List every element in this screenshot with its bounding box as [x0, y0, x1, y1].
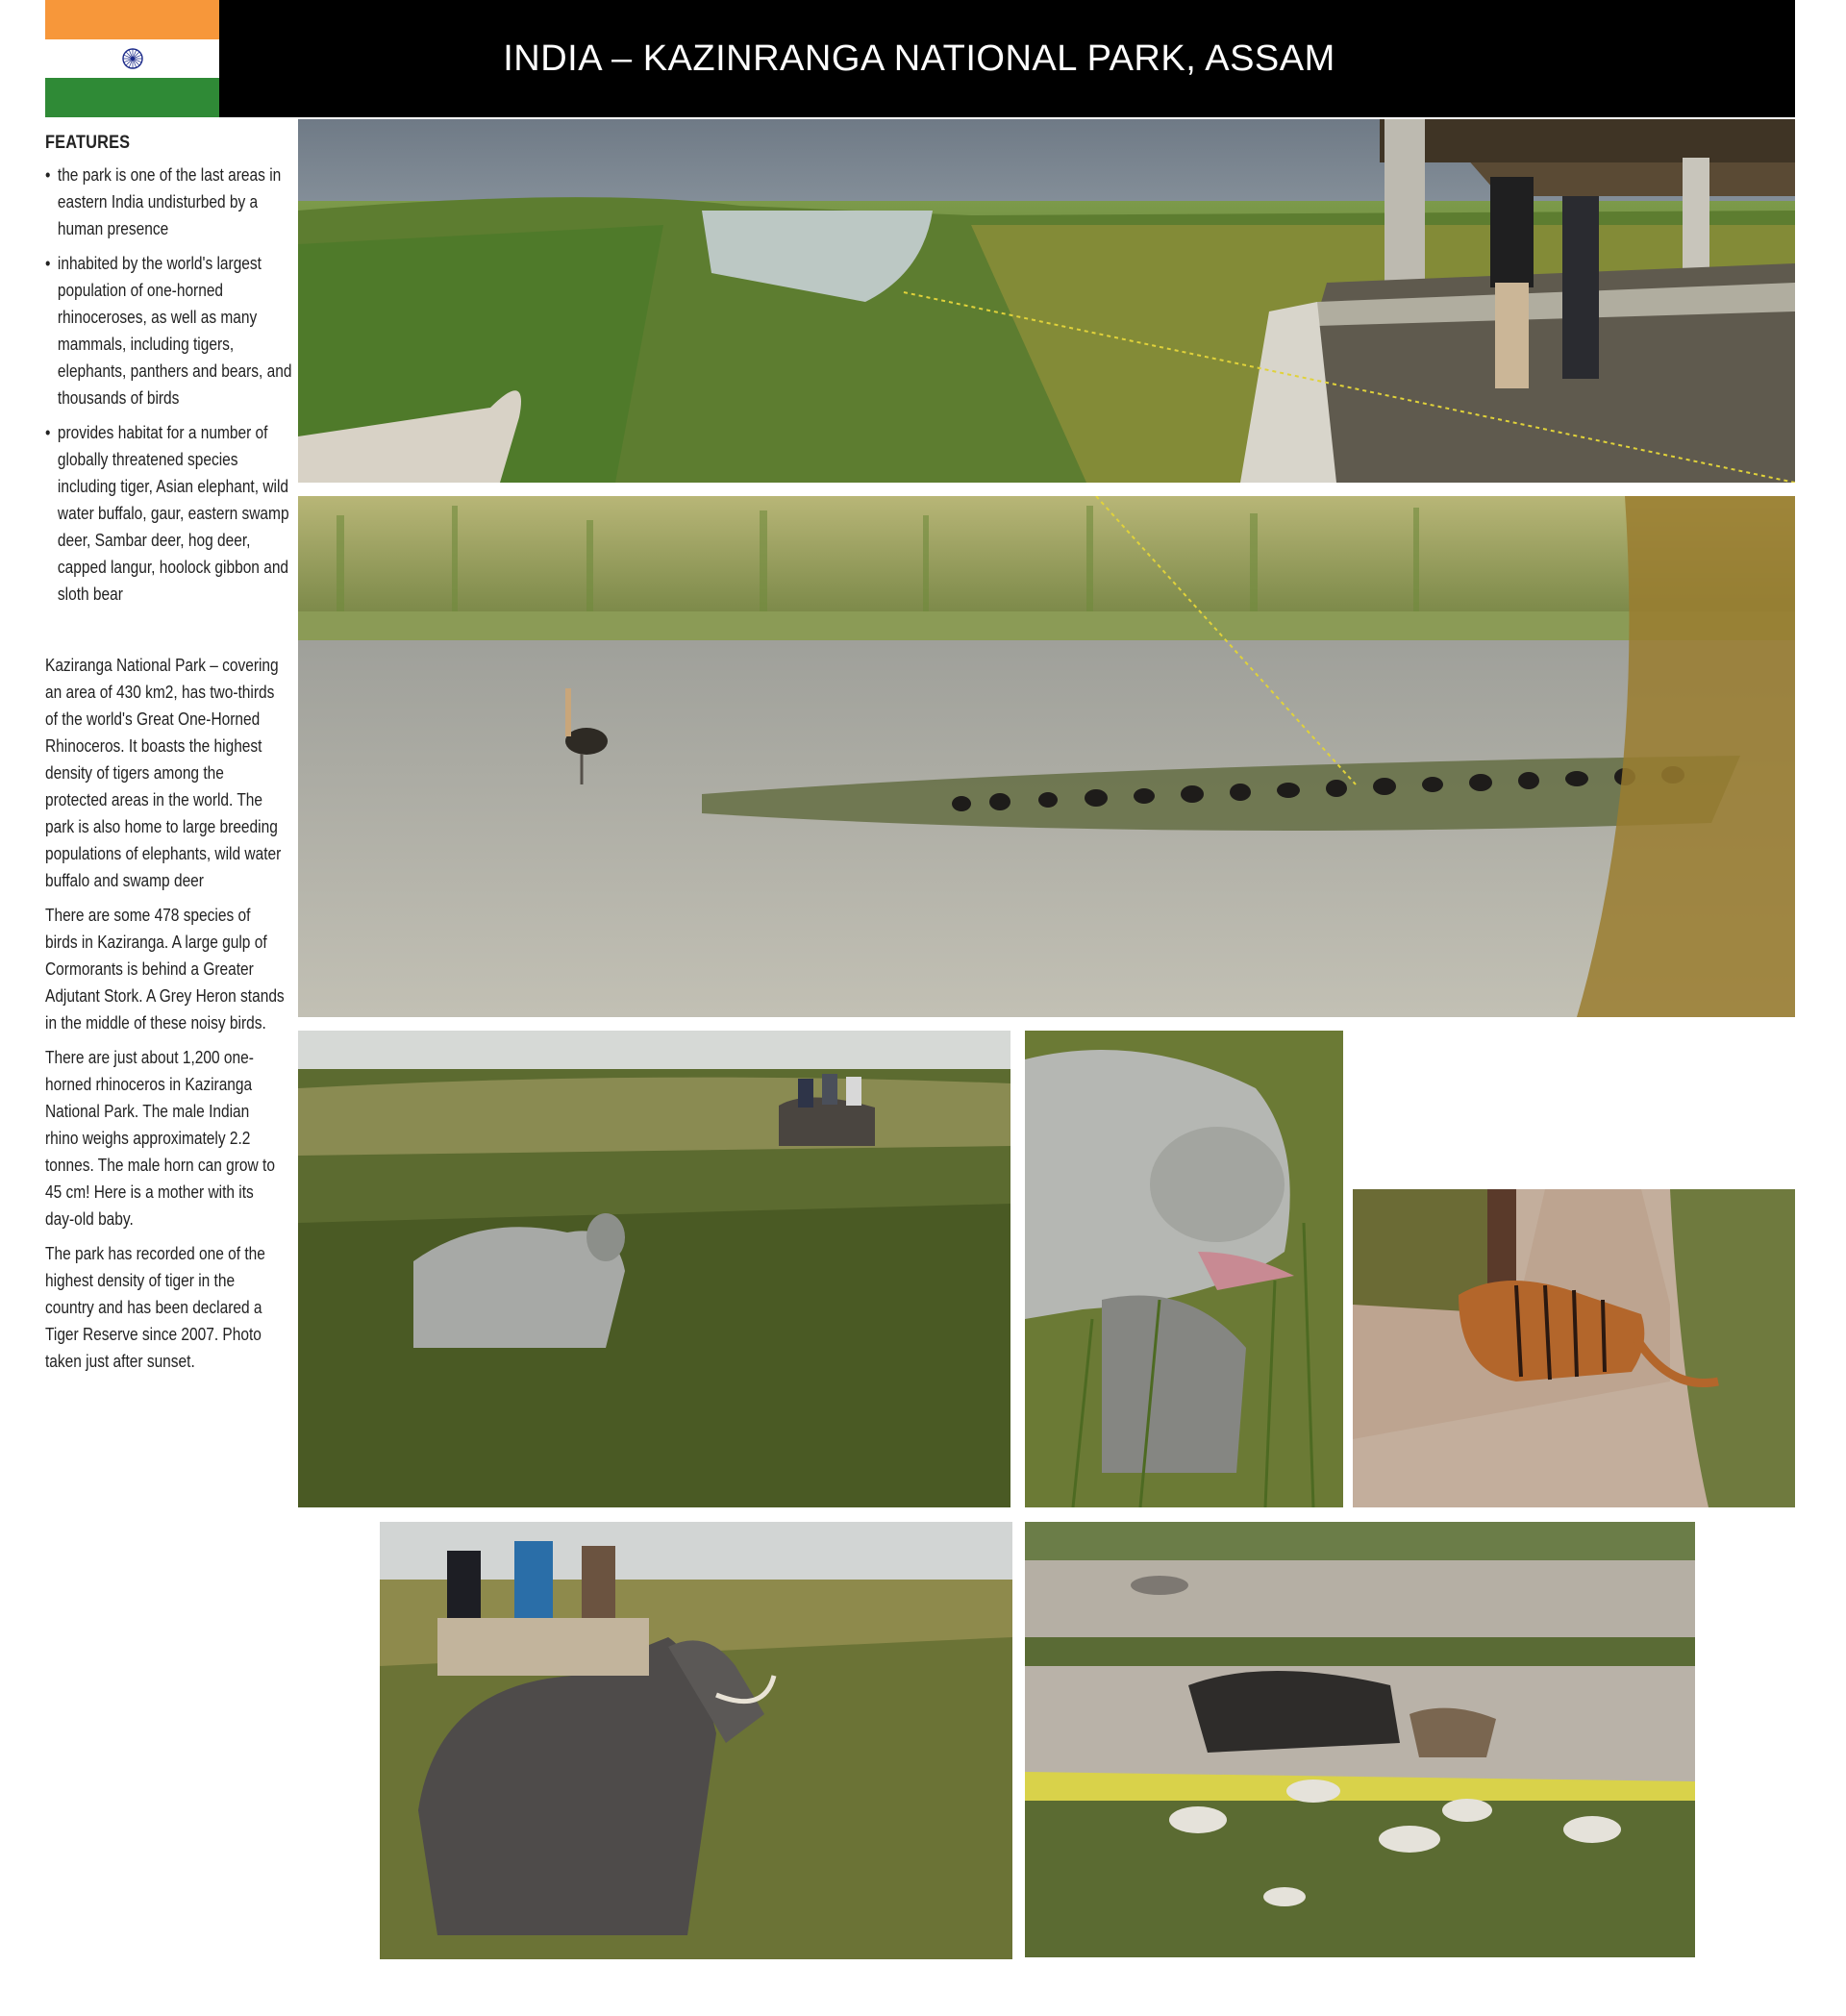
- sidebar-text: [45, 133, 292, 1382]
- feature-item: • inhabited by the world's largest population of one-horned rhinoceroses, as well as many mammals, including tigers, elephants, panthers and bears, and thousands of birds: [45, 250, 297, 411]
- feature-item: • the park is one of the last areas in eastern India undisturbed by a human presence: [45, 162, 297, 242]
- tiger-caption: The park has recorded one of the highest density of tiger in the country and has been declared a Tiger Reserve since 2007. Photo taken just after sunset.: [45, 1244, 265, 1371]
- india-flag: [45, 0, 219, 117]
- photo-elephant-ride: [380, 1522, 1012, 1959]
- page-title: INDIA – KAZINRANGA NATIONAL PARK, ASSAM: [503, 38, 1335, 79]
- park-description: Kaziranga National Park – covering an area of 430 km2, has two-thirds of the world's Great One-Horned Rhinoceros. It boasts the highest density of tigers among the protected areas in the world. The park is also home to large breeding populations of elephants, wild water buffalo and swamp deer: [45, 656, 282, 890]
- flag-saffron-stripe: [45, 0, 219, 39]
- photo-lake-birds: [298, 496, 1795, 1017]
- flag-green-stripe: [45, 78, 219, 117]
- photo-rhino-closeup: [1025, 1031, 1343, 1507]
- features-heading: FEATURES: [45, 133, 131, 153]
- rhino-caption: There are just about 1,200 one-horned rhinoceros in Kaziranga National Park. The male Indian rhino weighs approximately 2.2 tonnes. The male horn can grow to 45 cm! Here is a mother with its day-old baby.: [45, 1048, 275, 1229]
- ashoka-chakra-icon: [122, 48, 143, 69]
- features-list: [45, 162, 292, 608]
- photo-water-buffalo-geese: [1025, 1522, 1695, 1957]
- photo-watchtower-panorama: [298, 119, 1795, 483]
- photo-rhino-elephant-safari: [298, 1031, 1010, 1507]
- header-bar: [219, 0, 1795, 117]
- birds-caption: There are some 478 species of birds in Kaziranga. A large gulp of Cormorants is behind a Greater Adjutant Stork. A Grey Heron stands in the middle of these noisy birds.: [45, 906, 285, 1033]
- photo-tiger-road: [1353, 1189, 1795, 1507]
- feature-item: • provides habitat for a number of globally threatened species including tiger, Asian elephant, wild water buffalo, gaur, eastern swamp deer, Sambar deer, hog deer, capped langur, hoolock gibbon and sloth bear: [45, 419, 297, 608]
